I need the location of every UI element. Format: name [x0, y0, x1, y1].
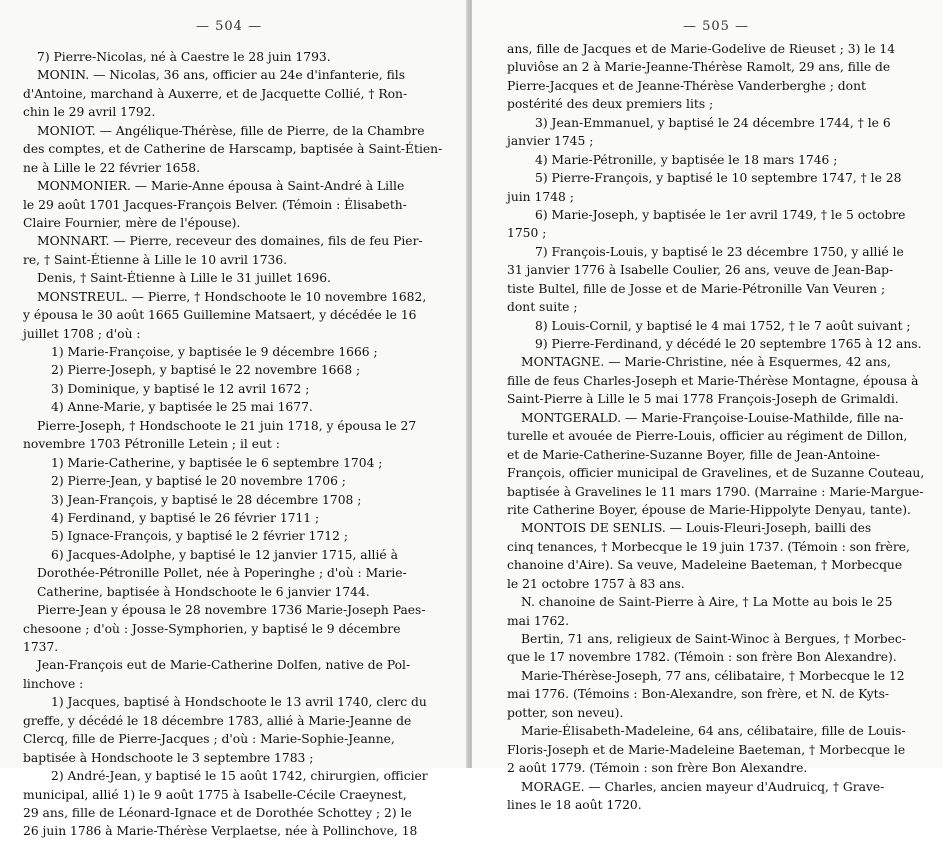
text-line: 3) Jean-Emmanuel, y baptisé le 24 décembre 1744, † le 6 — [535, 115, 891, 130]
text-line: 2) André-Jean, y baptisé le 15 août 1742, chirurgien, officier — [51, 769, 428, 784]
text-line: le 29 août 1701 Jacques-François Belver. (Témoin : Élisabeth- — [23, 197, 407, 212]
text-line: 6) Jacques-Adolphe, y baptisé le 12 janvier 1715, allié à — [51, 547, 398, 562]
text-line: 4) Ferdinand, y baptisé le 26 février 1711 ; — [51, 510, 320, 525]
text-line: que le 17 novembre 1782. (Témoin : son frère Bon Alexandre). — [507, 650, 897, 665]
text-line: chin le 29 avril 1792. — [23, 105, 156, 120]
text-line: MONIOT. — Angélique-Thérèse, fille de Pierre, de la Chambre — [37, 123, 425, 138]
text-line: Pierre-Joseph, † Hondschoote le 21 juin 1718, y épousa le 27 — [37, 418, 417, 433]
text-line: MONNART. — Pierre, receveur des domaines, fils de feu Pier- — [37, 234, 423, 249]
text-line: d'Antoine, marchand à Auxerre, et de Jacquette Collié, † Ron- — [23, 86, 408, 101]
text-line: Marie-Thérèse-Joseph, 77 ans, célibataire, † Morbecque le 12 — [521, 668, 905, 683]
text-line: 3) Jean-François, y baptisé le 28 décembre 1708 ; — [51, 492, 362, 507]
text-line: Pierre-Jacques et de Jeanne-Thérèse Vanderberghe ; dont — [507, 78, 866, 93]
text-line: 1) Marie-Catherine, y baptisée le 6 septembre 1704 ; — [51, 455, 383, 470]
text-line: MONMONIER. — Marie-Anne épousa à Saint-André à Lille — [37, 179, 405, 194]
text-line: le 21 octobre 1757 à 83 ans. — [507, 576, 685, 591]
text-line: 31 janvier 1776 à Isabelle Coulier, 26 ans, veuve de Jean-Bap- — [507, 263, 894, 278]
text-line: re, † Saint-Étienne à Lille le 10 avril 1736. — [23, 252, 288, 267]
text-line: ne à Lille le 22 février 1658. — [23, 160, 201, 175]
text-line: MONIN. — Nicolas, 36 ans, officier au 24e d'infanterie, fils — [37, 68, 406, 83]
text-line: Claire Fournier, mère de l'épouse). — [23, 215, 241, 230]
text-line: 29 ans, fille de Léonard-Ignace et de Dorothée Schottey ; 2) le — [23, 805, 412, 820]
text-line: chanoine d'Aire). Sa veuve, Madeleine Baeteman, † Morbecque — [507, 558, 903, 573]
text-line: fille de feus Charles-Joseph et Marie-Thérèse Montagne, épousa à — [507, 373, 919, 388]
text-line: 1737. — [23, 640, 59, 654]
text-line: linchove : — [23, 676, 84, 691]
text-line: dont suite ; — [507, 300, 578, 315]
page-number-right: — 505 — — [683, 19, 750, 34]
text-line: Denis, † Saint-Étienne à Lille le 31 juillet 1696. — [37, 271, 331, 286]
text-line: 2 août 1779. (Témoin : son frère Bon Alexandre. — [507, 761, 808, 776]
text-line: Bertin, 71 ans, religieux de Saint-Winoc à Bergues, † Morbec- — [521, 632, 906, 646]
text-line: Floris-Joseph et de Marie-Madeleine Baeteman, † Morbecque le — [507, 742, 906, 757]
text-line: postérité des deux premiers lits ; — [507, 97, 714, 112]
text-line: Saint-Pierre à Lille le 5 mai 1778 François-Joseph de Grimaldi. — [507, 392, 899, 407]
text-line: N. chanoine de Saint-Pierre à Aire, † La Motte au bois le 25 — [521, 595, 893, 610]
text-line: juillet 1708 ; d'où : — [23, 326, 141, 341]
text-line: 7) François-Louis, y baptisé le 23 décembre 1750, y allié le — [535, 244, 904, 259]
text-line: 3) Dominique, y baptisé le 12 avril 1672 ; — [51, 381, 310, 396]
text-line: François, officier municipal de Gravelines, et de Suzanne Couteau, — [507, 466, 925, 481]
text-line: 1750 ; — [507, 226, 547, 241]
text-line: MONTOIS DE SENLIS. — Louis-Fleuri-Joseph, bailli des — [521, 521, 872, 536]
text-line: ans, fille de Jacques et de Marie-Godelive de Rieuset ; 3) le 14 — [507, 42, 896, 56]
text-line: Dorothée-Pétronille Pollet, née à Poperinghe ; d'où : Marie- — [37, 566, 407, 581]
text-line: novembre 1703 Pétronille Letein ; il eut : — [23, 437, 280, 452]
text-line: 9) Pierre-Ferdinand, y décédé le 20 septembre 1765 à 12 ans. — [535, 337, 922, 351]
text-line: municipal, allié 1) le 9 août 1775 à Isabelle-Cécile Craeynest, — [23, 787, 407, 802]
text-line: MONTAGNE. — Marie-Christine, née à Esquermes, 42 ans, — [521, 355, 891, 370]
text-line: 1) Jacques, baptisé à Hondschoote le 13 avril 1740, clerc du — [51, 695, 427, 710]
text-line: mai 1762. — [507, 613, 570, 628]
text-line: MORAGE. — Charles, ancien mayeur d'Audruicq, † Grave- — [521, 779, 885, 794]
left-page-text — [23, 48, 443, 841]
text-line: janvier 1745 ; — [507, 134, 594, 149]
text-line: Catherine, baptisée à Hondschoote le 6 janvier 1744. — [37, 584, 370, 599]
left-page — [0, 0, 468, 839]
text-line: y épousa le 30 août 1665 Guillemine Matsaert, y décédée le 16 — [23, 308, 417, 323]
text-line: MONSTREUL. — Pierre, † Hondschoote le 10 novembre 1682, — [37, 289, 427, 304]
text-line: 26 juin 1786 à Marie-Thérèse Verplaetse, née à Pollinchove, 18 — [23, 824, 418, 839]
page-number-left: — 504 — — [196, 19, 263, 34]
text-line: potter, son neveu). — [507, 705, 624, 720]
text-line: et de Marie-Catherine-Suzanne Boyer, fille de Jean-Antoine- — [507, 447, 880, 462]
text-line: Marie-Élisabeth-Madeleine, 64 ans, célibataire, fille de Louis- — [521, 724, 906, 739]
text-line: MONTGERALD. — Marie-Françoise-Louise-Mathilde, fille na- — [521, 410, 904, 425]
text-line: tiste Bultel, fille de Josse et de Marie-Pétronille Van Veuren ; — [507, 281, 886, 296]
text-line: greffe, y décédé le 18 décembre 1783, allié à Marie-Jeanne de — [23, 713, 412, 728]
text-line: des comptes, et de Catherine de Harscamp, baptisée à Saint-Étien- — [23, 142, 443, 157]
text-line: 8) Louis-Cornil, y baptisé le 4 mai 1752, † le 7 août suivant ; — [535, 318, 911, 333]
text-line: 6) Marie-Joseph, y baptisée le 1er avril 1749, † le 5 octobre — [535, 207, 906, 222]
text-line: pluviôse an 2 à Marie-Jeanne-Thérèse Ramolt, 29 ans, fille de — [507, 60, 891, 75]
text-line: juin 1748 ; — [507, 189, 574, 204]
text-line: Clercq, fille de Pierre-Jacques ; d'où : Marie-Sophie-Jeanne, — [23, 732, 395, 747]
text-line: baptisée à Hondschoote le 3 septembre 1783 ; — [23, 750, 314, 765]
text-line: Jean-François eut de Marie-Catherine Dolfen, native de Pol- — [37, 658, 411, 673]
text-line: lines le 18 août 1720. — [507, 797, 642, 812]
text-line: cinq tenances, † Morbecque le 19 juin 1737. (Témoin : son frère, — [507, 539, 910, 554]
right-page-text — [507, 40, 925, 814]
text-line: baptisée à Gravelines le 11 mars 1790. (Marraine : Marie-Margue- — [507, 484, 924, 499]
text-line: 5) Pierre-François, y baptisé le 10 septembre 1747, † le 28 — [535, 171, 902, 186]
text-line: 5) Ignace-François, y baptisé le 2 février 1712 ; — [51, 529, 348, 544]
text-line: 4) Anne-Marie, y baptisée le 25 mai 1677. — [51, 400, 313, 415]
text-line: Pierre-Jean y épousa le 28 novembre 1736 Marie-Joseph Paes- — [37, 603, 426, 618]
text-line: 2) Pierre-Jean, y baptisé le 20 novembre 1706 ; — [51, 474, 346, 489]
text-line: mai 1776. (Témoins : Bon-Alexandre, son frère, et N. de Kyts- — [507, 687, 890, 702]
text-line: chesoone ; d'où : Josse-Symphorien, y baptisé le 9 décembre — [23, 621, 401, 636]
text-line: 2) Pierre-Joseph, y baptisé le 22 novembre 1668 ; — [51, 363, 361, 378]
text-line: turelle et avouée de Pierre-Louis, officier au régiment de Dillon, — [507, 429, 908, 444]
text-line: rite Catherine Boyer, épouse de Marie-Hippolyte Denyau, tante). — [507, 502, 911, 517]
text-line: 1) Marie-Françoise, y baptisée le 9 décembre 1666 ; — [51, 345, 378, 359]
right-page — [472, 0, 943, 812]
text-line: 7) Pierre-Nicolas, né à Caestre le 28 juin 1793. — [37, 50, 331, 64]
text-line: 4) Marie-Pétronille, y baptisée le 18 mars 1746 ; — [535, 152, 838, 167]
